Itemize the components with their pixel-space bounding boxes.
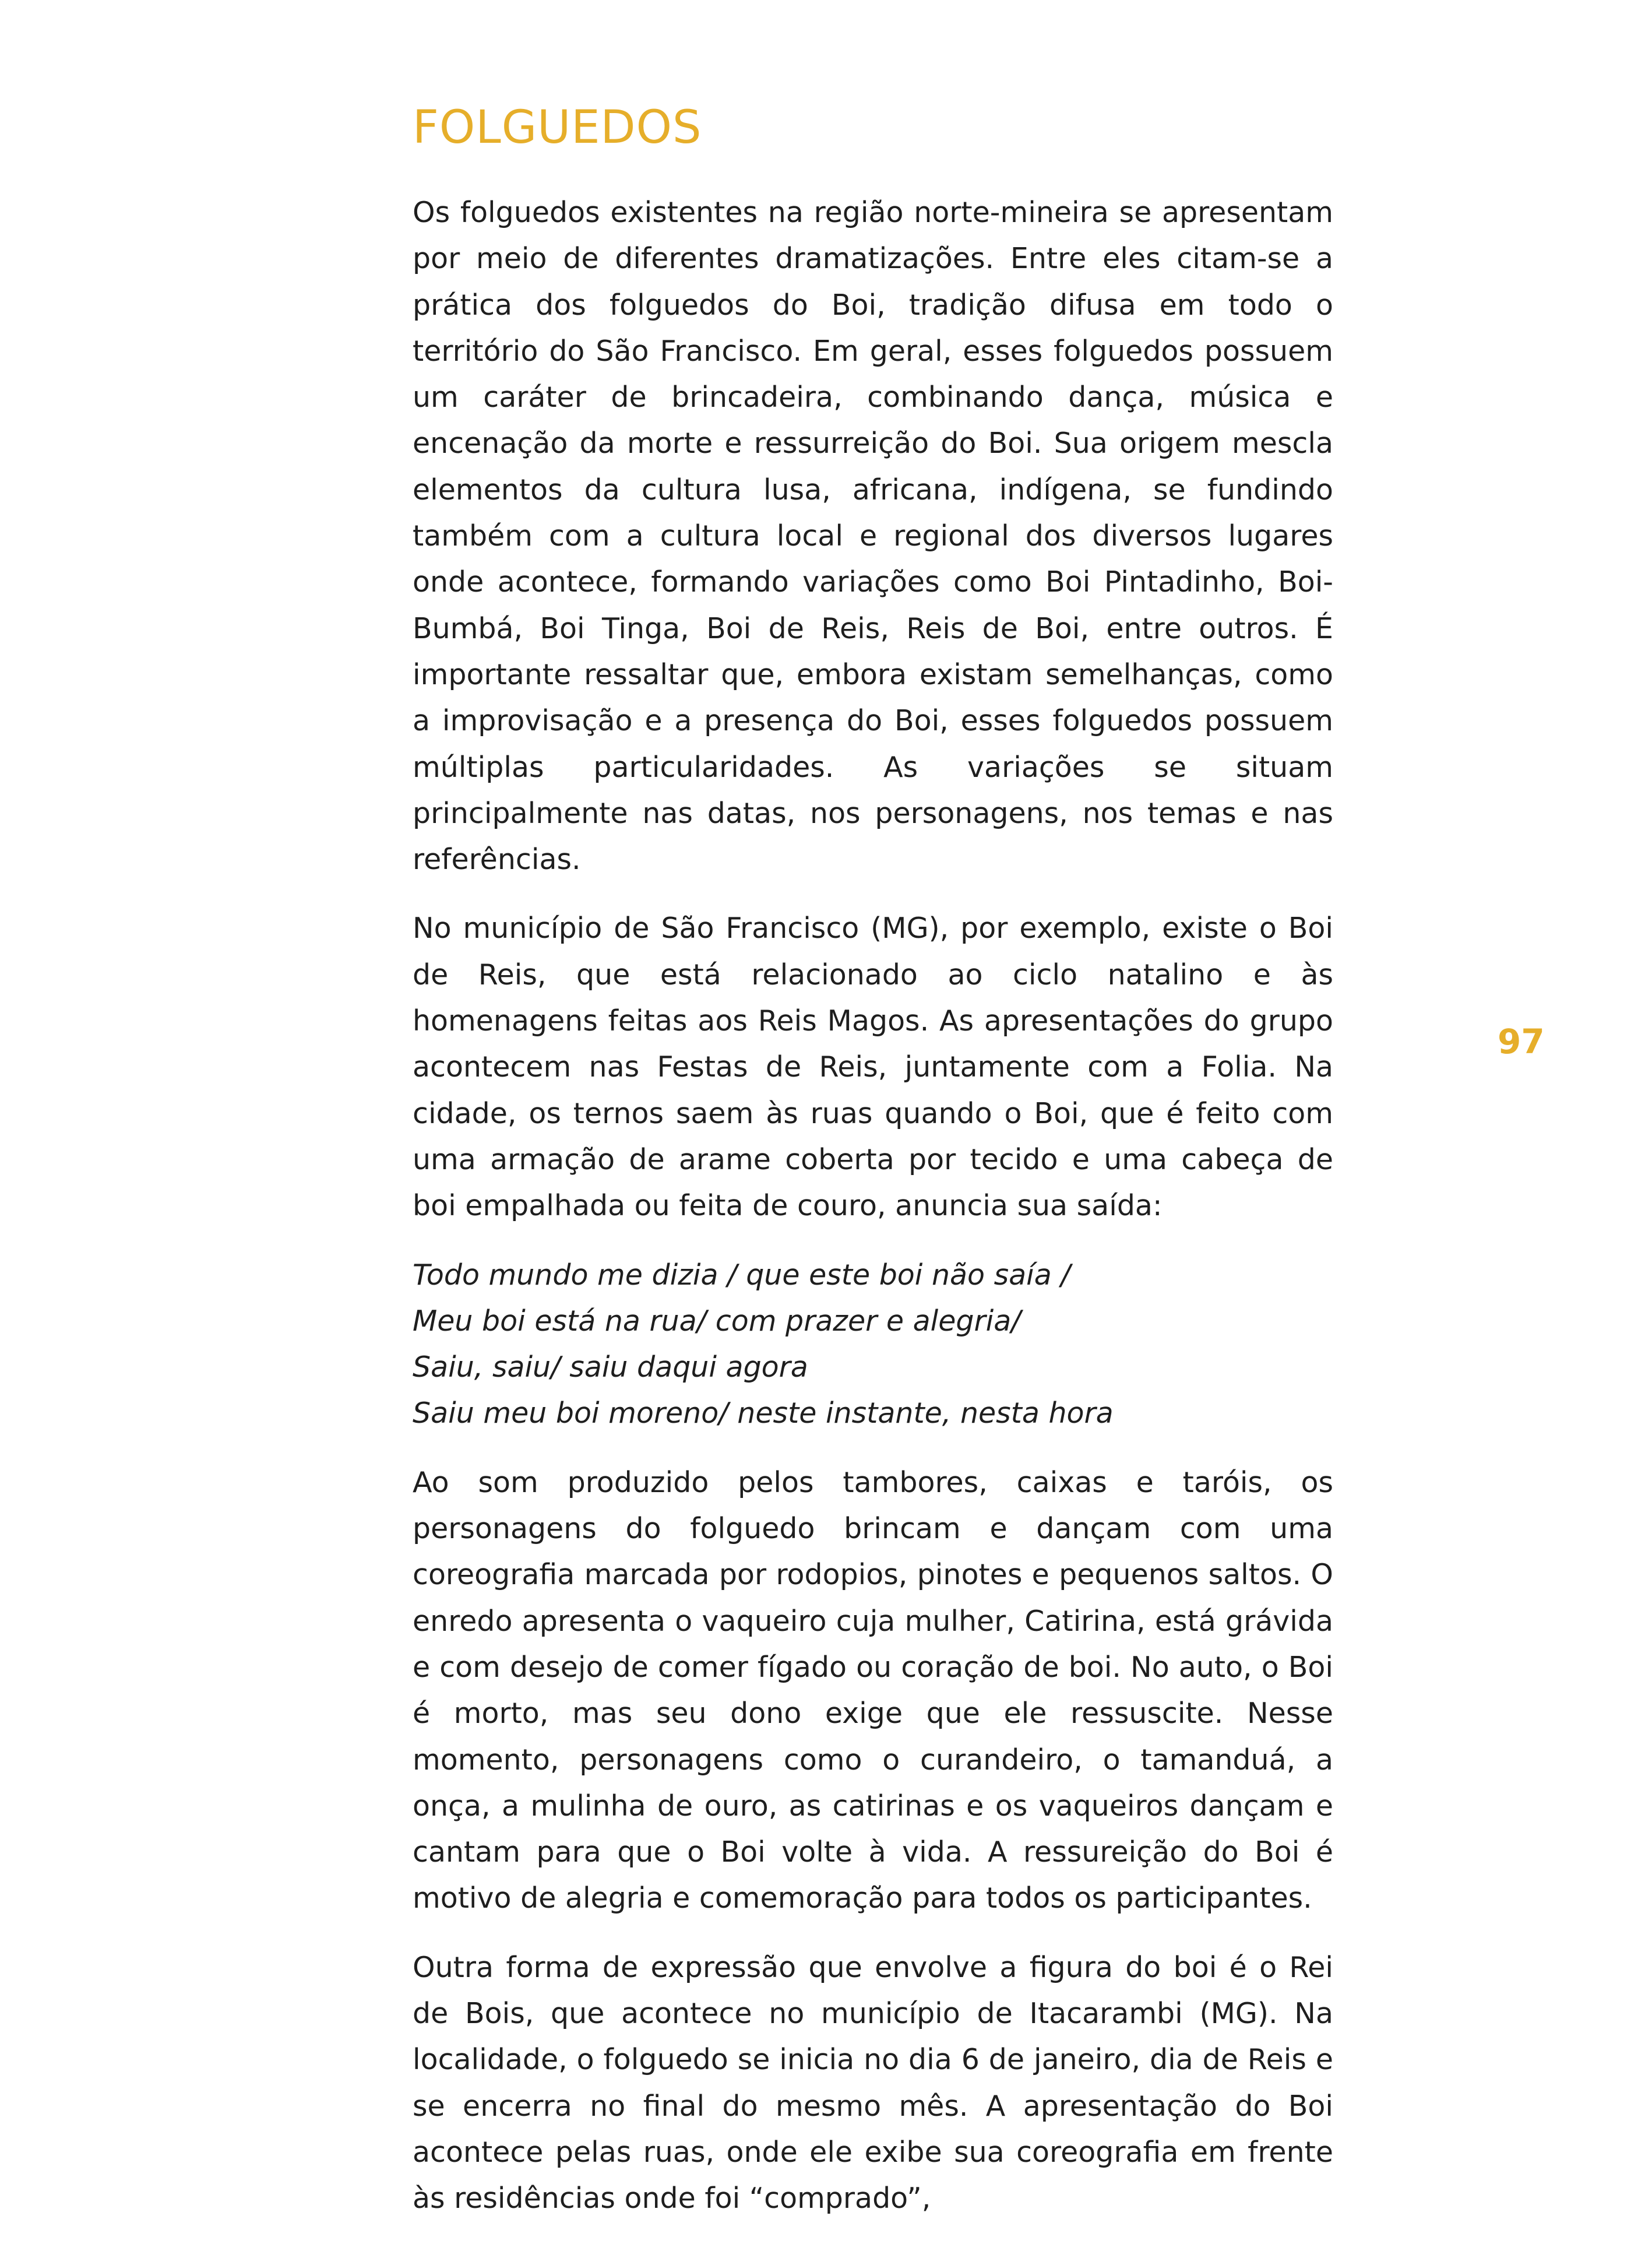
paragraph-sao-francisco: No município de São Francisco (MG), por exemplo, existe o Boi de Reis, que está relacionado ao ciclo natalino e às homenagens feitas aos Reis Magos. As apresentações do grupo acontecem nas Festas de Reis, juntamente com a Folia. Na cidade, os ternos saem às ruas quando o Boi, que é feito com uma armação de arame coberta por tecido e uma cabeça de boi empalhada ou feita de couro, anuncia sua saída: [413,912,1333,1223]
section-title: FOLGUEDOS [413,101,702,154]
verse-line: Meu boi está na rua/ com prazer e alegria/ [413,1304,1021,1338]
paragraph-intro: Os folguedos existentes na região norte-mineira se apresentam por meio de diferentes dramatizações. Entre eles citam-se a prática dos folguedos do Boi, tradição difusa em todo o território do São Francisco. Em geral, esses folguedos possuem um caráter de brincadeira, combinando dança, música e encenação da morte e ressurreição do Boi. Sua origem mescla elementos da cultura lusa, africana, indígena, se fundindo também com a cultura local e regional dos diversos lugares onde acontece, formando variações como Boi Pintadinho, Boi-Bumbá, Boi Tinga, Boi de Reis, Reis de Boi, entre outros. É importante ressaltar que, embora existam semelhanças, como a improvisação e a presença do Boi, esses folguedos possuem múltiplas particularidades. As variações se situam principalmente nas datas, nos personagens, nos temas e nas referências. [413,196,1333,877]
page-number: 97 [1498,1022,1545,1061]
paragraph-itacarambi: Outra forma de expressão que envolve a figura do boi é o Rei de Bois, que acontece no município de Itacarambi (MG). Na localidade, o folguedo se inicia no dia 6 de janeiro, dia de Reis e se encerra no final do mesmo mês. A apresentação do Boi acontece pelas ruas, onde ele exibe sua coreografia em frente às residências onde foi “comprado”, [413,1950,1333,2215]
song-verse [413,1252,1333,1437]
verse-line: Saiu, saiu/ saiu daqui agora [413,1350,808,1384]
body-text [413,189,1333,2244]
verse-line: Todo mundo me dizia / que este boi não saía / [413,1258,1070,1292]
paragraph-performance: Ao som produzido pelos tambores, caixas e taróis, os personagens do folguedo brincam e dançam com uma coreografia marcada por rodopios, pinotes e pequenos saltos. O enredo apresenta o vaqueiro cuja mulher, Catirina, está grávida e com desejo de comer fígado ou coração de boi. No auto, o Boi é morto, mas seu dono exige que ele ressuscite. Nesse momento, personagens como o curandeiro, o tamanduá, a onça, a mulinha de ouro, as catirinas e os vaqueiros dançam e cantam para que o Boi volte à vida. A ressureição do Boi é motivo de alegria e comemoração para todos os participantes. [413,1465,1333,1915]
verse-line: Saiu meu boi moreno/ neste instante, nesta hora [413,1397,1114,1430]
